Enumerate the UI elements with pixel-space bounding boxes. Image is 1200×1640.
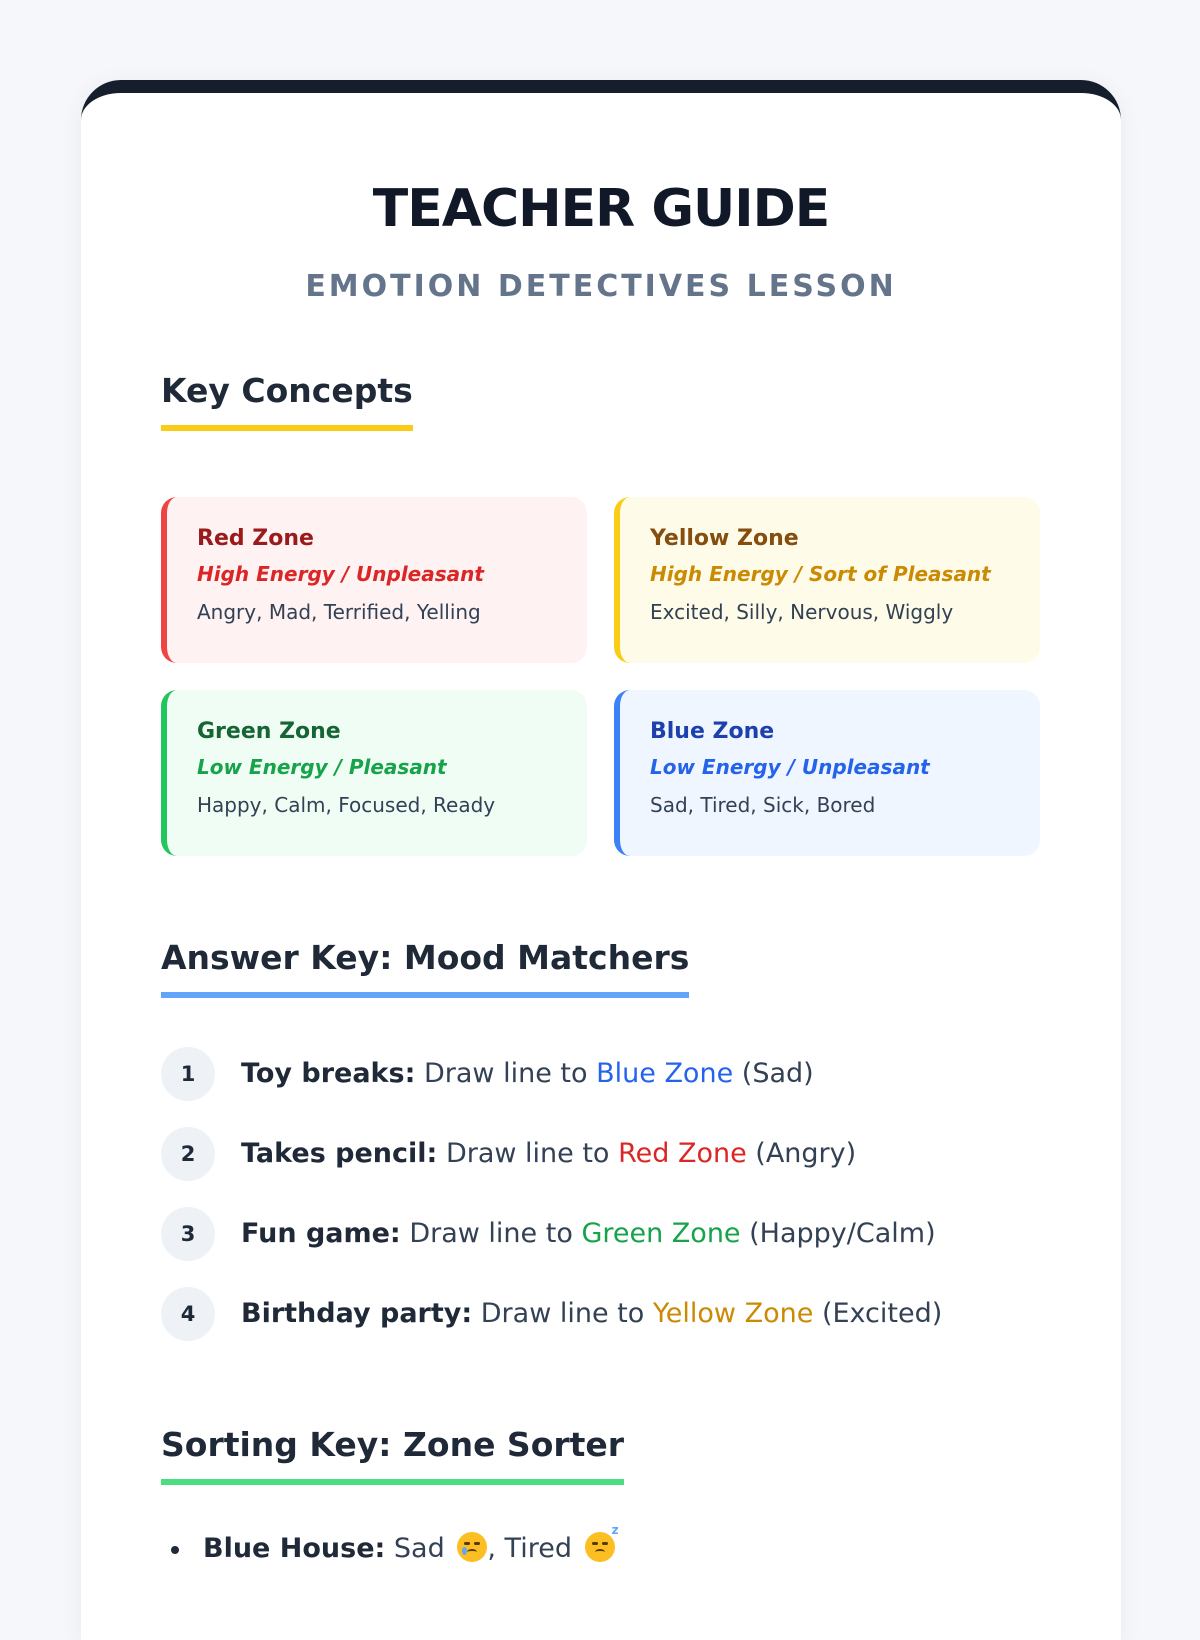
feeling-text: Tired xyxy=(504,1533,572,1564)
page-title: TEACHER GUIDE xyxy=(372,179,830,239)
item-number-badge: 3 xyxy=(161,1207,215,1261)
red-zone-card xyxy=(161,497,587,663)
page-subtitle: EMOTION DETECTIVES LESSON xyxy=(305,269,897,304)
feeling-text: (Happy/Calm) xyxy=(749,1218,936,1249)
item-number-badge: 1 xyxy=(161,1047,215,1101)
instruction-text: Draw line to xyxy=(480,1298,645,1329)
answer-text xyxy=(241,1287,942,1341)
blue-zone-card xyxy=(614,690,1040,856)
instruction-text: Draw line to xyxy=(409,1218,573,1249)
sleeping-face-icon: z xyxy=(585,1532,615,1562)
zone-feelings: Sad, Tired, Sick, Bored xyxy=(650,793,876,817)
zone-name: Yellow Zone xyxy=(650,526,799,551)
answer-text xyxy=(241,1127,856,1181)
zone-energy: High Energy / Sort of Pleasant xyxy=(650,562,991,586)
zone-answer: Green Zone xyxy=(581,1218,741,1249)
feeling-text: (Sad) xyxy=(741,1058,814,1089)
bullet-point xyxy=(171,1546,179,1554)
item-number-badge: 4 xyxy=(161,1287,215,1341)
zone-energy: Low Energy / Unpleasant xyxy=(650,755,930,779)
feeling-text: (Angry) xyxy=(755,1138,857,1169)
item-number-badge: 2 xyxy=(161,1127,215,1181)
situation-label: Fun game: xyxy=(241,1218,401,1249)
zone-energy: High Energy / Unpleasant xyxy=(197,562,484,586)
answer-key-heading: Answer Key: Mood Matchers xyxy=(161,938,689,998)
zone-feelings: Happy, Calm, Focused, Ready xyxy=(197,793,496,817)
yellow-zone-card xyxy=(614,497,1040,663)
crying-face-icon xyxy=(457,1532,487,1562)
sort-list-item xyxy=(161,1523,619,1569)
key-concepts-heading: Key Concepts xyxy=(161,371,413,431)
zone-answer: Blue Zone xyxy=(596,1058,734,1089)
zone-feelings: Excited, Silly, Nervous, Wiggly xyxy=(650,600,954,624)
sorting-key-heading: Sorting Key: Zone Sorter xyxy=(161,1425,624,1485)
instruction-text: Draw line to xyxy=(423,1058,588,1089)
zone-answer: Yellow Zone xyxy=(652,1298,814,1329)
answer-text xyxy=(241,1207,936,1261)
zone-name: Green Zone xyxy=(197,719,341,744)
zone-name: Red Zone xyxy=(197,526,314,551)
zone-energy: Low Energy / Pleasant xyxy=(197,755,447,779)
house-label: Blue House: xyxy=(203,1533,386,1564)
zone-answer: Red Zone xyxy=(618,1138,747,1169)
separator: , xyxy=(487,1533,496,1564)
situation-label: Takes pencil: xyxy=(241,1138,438,1169)
feeling-text: Sad xyxy=(393,1533,445,1564)
zone-name: Blue Zone xyxy=(650,719,775,744)
teacher-guide-card xyxy=(81,80,1121,1640)
situation-label: Toy breaks: xyxy=(241,1058,416,1089)
green-zone-card xyxy=(161,690,587,856)
instruction-text: Draw line to xyxy=(445,1138,610,1169)
answer-text xyxy=(241,1047,814,1101)
zone-feelings: Angry, Mad, Terrified, Yelling xyxy=(197,600,481,624)
situation-label: Birthday party: xyxy=(241,1298,473,1329)
feeling-text: (Excited) xyxy=(821,1298,943,1329)
